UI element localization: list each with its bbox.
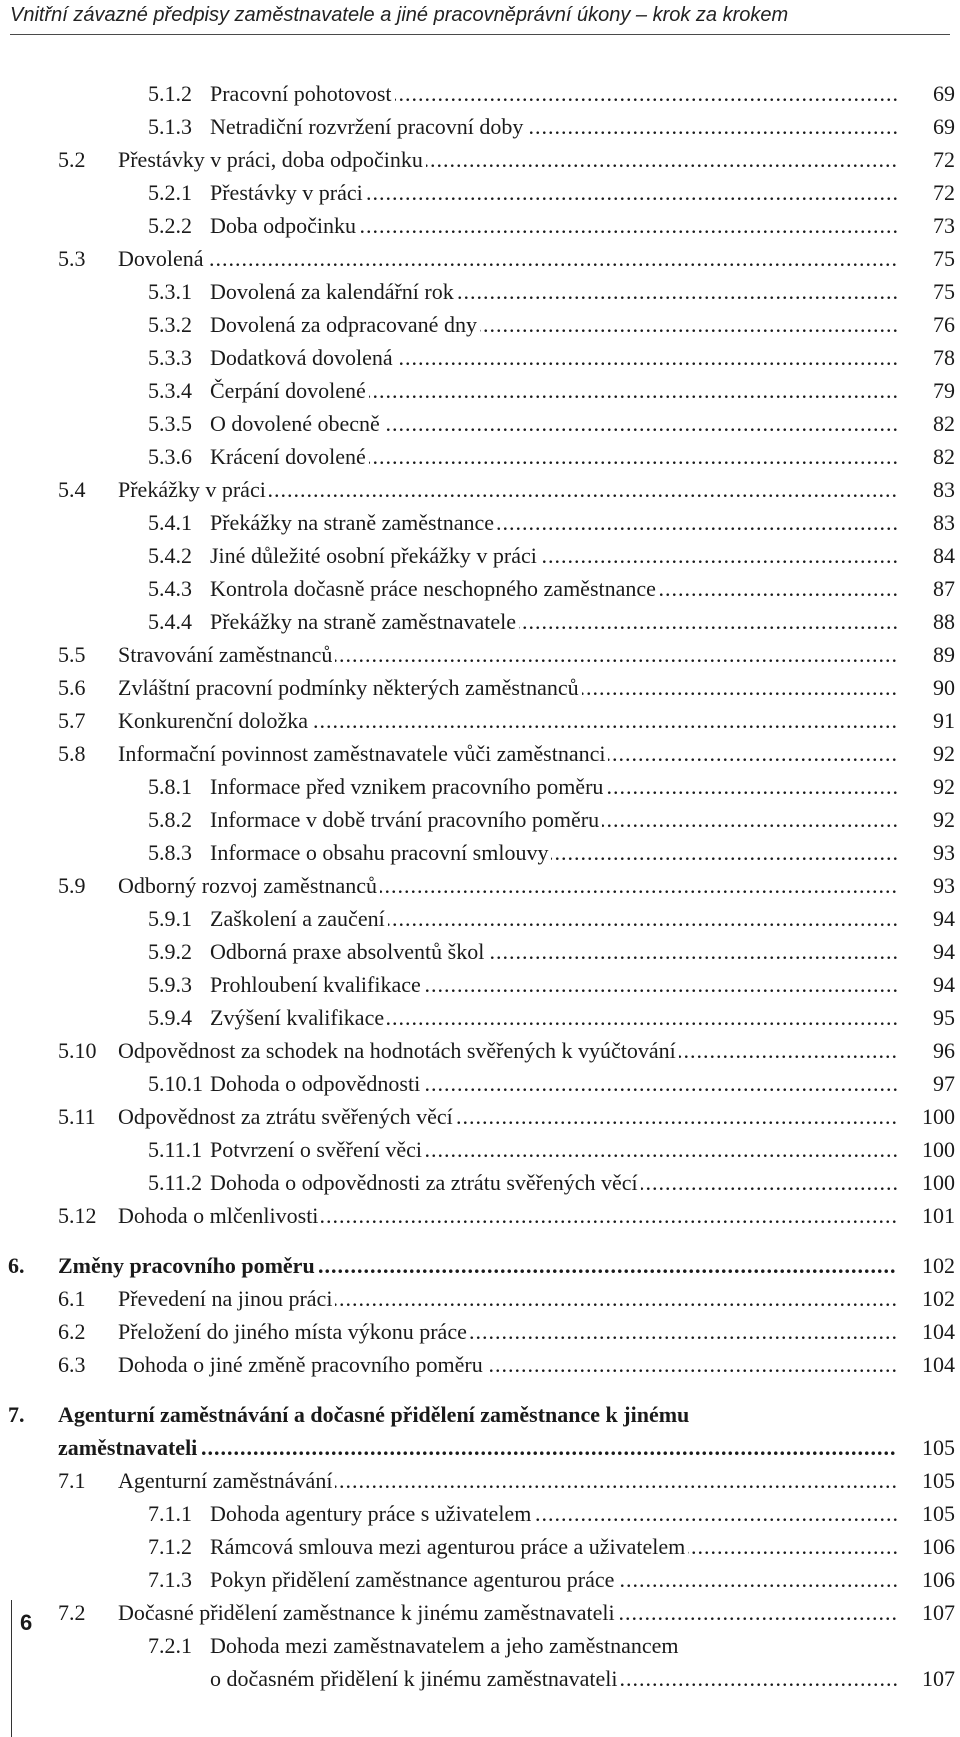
toc-entry-title	[210, 278, 897, 306]
toc-entry-number: 7.1	[58, 1468, 86, 1493]
toc-entry[interactable]	[0, 1169, 960, 1197]
toc-entry[interactable]	[0, 1136, 960, 1164]
toc-entry-page: 104	[922, 1319, 955, 1344]
toc-entry-number: 5.3.5	[148, 411, 192, 436]
toc-entry-title-text: Dohoda o jiné změně pracovního poměru	[118, 1352, 486, 1377]
toc-entry-title-text: Informační povinnost zaměstnavatele vůči zaměstnanci	[118, 741, 608, 766]
toc-entry[interactable]	[0, 905, 960, 933]
toc-entry-title-text: Dočasné přidělení zaměstnance k jinému zaměstnavateli	[118, 1600, 618, 1625]
toc-entry-page: 75	[933, 246, 955, 271]
toc-entry-number: 5.4.1	[148, 510, 192, 535]
toc-entry-number: 5.4.3	[148, 576, 192, 601]
toc-entry-title	[210, 608, 897, 636]
toc-entry-title	[118, 1103, 897, 1131]
toc-entry-title-text: Dohoda o odpovědnosti	[210, 1071, 423, 1096]
toc-entry-page: 105	[922, 1435, 955, 1460]
toc-entry-number: 7.1.3	[148, 1567, 192, 1592]
toc-entry-title-text: Dodatková dovolená	[210, 345, 396, 370]
toc-entry-number: 5.3	[58, 246, 86, 271]
toc-entry[interactable]	[0, 1533, 960, 1561]
toc-entry-page: 100	[922, 1170, 955, 1195]
toc-entry-page: 76	[933, 312, 955, 337]
toc-entry[interactable]	[0, 113, 960, 141]
toc-entry-title	[118, 245, 897, 273]
toc-entry-page: 102	[922, 1286, 955, 1311]
toc-entry-title-text: Informace před vznikem pracovního poměru	[210, 774, 606, 799]
toc-entry-title	[118, 641, 897, 669]
toc-entry-title	[118, 740, 897, 768]
toc-entry[interactable]	[0, 740, 960, 768]
toc-entry-number: 6.1	[58, 1286, 86, 1311]
toc-entry[interactable]	[0, 1285, 960, 1313]
toc-entry-title	[118, 1318, 897, 1346]
toc-entry-title-text: Odpovědnost za schodek na hodnotách svěřených k vyúčtování	[118, 1038, 679, 1063]
toc-entry-title	[118, 674, 897, 702]
toc-entry-number: 5.9.1	[148, 906, 192, 931]
toc-entry-number: 7.1.1	[148, 1501, 192, 1526]
toc-entry-title	[118, 1285, 897, 1313]
toc-entry-number: 5.2	[58, 147, 86, 172]
toc-entry-title-text: Informace v době trvání pracovního poměru	[210, 807, 602, 832]
toc-entry-page: 87	[933, 576, 955, 601]
toc-entry-title	[210, 971, 897, 999]
toc-entry-number: 5.9.4	[148, 1005, 192, 1030]
toc-entry-title	[210, 113, 897, 141]
toc-entry-page: 88	[933, 609, 955, 634]
toc-entry-number: 5.4.2	[148, 543, 192, 568]
toc-entry-number: 6.2	[58, 1319, 86, 1344]
toc-entry-title-text: Prohloubení kvalifikace	[210, 972, 424, 997]
toc-entry-title	[210, 905, 897, 933]
toc-entry[interactable]	[0, 1351, 960, 1379]
toc-entry-title-text: Kontrola dočasně práce neschopného zaměstnance	[210, 576, 659, 601]
toc-entry-number: 5.8.1	[148, 774, 192, 799]
toc-entry-number: 5.2.1	[148, 180, 192, 205]
toc-entry-title-text: Přestávky v práci	[210, 180, 366, 205]
toc-entry[interactable]	[0, 377, 960, 405]
toc-entry-title-text: Překážky na straně zaměstnance	[210, 510, 497, 535]
toc-entry-title	[210, 377, 897, 405]
toc-entry-page: 90	[933, 675, 955, 700]
toc-entry-title-text: o dočasném přidělení k jinému zaměstnavateli	[210, 1666, 620, 1691]
toc-entry-title-text: Dovolená	[118, 246, 207, 271]
toc-entry[interactable]	[0, 542, 960, 570]
toc-entry[interactable]	[0, 146, 960, 174]
toc-entry[interactable]	[0, 410, 960, 438]
toc-entry-number: 5.3.4	[148, 378, 192, 403]
toc-entry-title	[210, 443, 897, 471]
toc-entry[interactable]	[0, 938, 960, 966]
toc-entry-page: 79	[933, 378, 955, 403]
toc-entry-title	[210, 1004, 897, 1032]
toc-entry-page: 82	[933, 444, 955, 469]
toc-entry[interactable]	[0, 1037, 960, 1065]
toc-entry[interactable]	[0, 476, 960, 504]
toc-entry-title-text: Informace o obsahu pracovní smlouvy	[210, 840, 551, 865]
toc-entry-page: 69	[933, 81, 955, 106]
toc-entry-number: 5.4.4	[148, 609, 192, 634]
toc-entry-page: 101	[922, 1203, 955, 1228]
toc-entry-page: 69	[933, 114, 955, 139]
toc-entry-number: 5.11.1	[148, 1137, 203, 1162]
toc-entry-title-text: Překážky na straně zaměstnavatele	[210, 609, 519, 634]
toc-entry-title	[210, 773, 897, 801]
toc-entry-page: 82	[933, 411, 955, 436]
page-number: 6	[20, 1610, 33, 1635]
toc-entry-title-text: Jiné důležité osobní překážky v práci	[210, 543, 540, 568]
toc-entry-title-text: Rámcová smlouva mezi agenturou práce a uživatelem	[210, 1534, 688, 1559]
toc-entry-title	[210, 1533, 897, 1561]
toc-entry-page: 96	[933, 1038, 955, 1063]
toc-entry-title-text: Přeložení do jiného místa výkonu práce	[118, 1319, 470, 1344]
toc-entry-title	[118, 1351, 897, 1379]
toc-entry-title-text: Změny pracovního poměru	[58, 1253, 318, 1278]
toc-entry-title-text: Potvrzení o svěření věci	[210, 1137, 425, 1162]
toc-entry[interactable]	[0, 179, 960, 207]
toc-entry-title	[210, 1632, 897, 1660]
toc-entry-title-text: Konkurenční doložka	[118, 708, 311, 733]
toc-entry-number: 7.1.2	[148, 1534, 192, 1559]
toc-entry-title-text: Dohoda o odpovědnosti za ztrátu svěřených věcí	[210, 1170, 641, 1195]
toc-entry[interactable]	[0, 707, 960, 735]
toc-entry-title-text: Zvláštní pracovní podmínky některých zaměstnanců	[118, 675, 582, 700]
toc-entry-number: 5.7	[58, 708, 86, 733]
toc-entry-page: 102	[922, 1253, 955, 1278]
toc-entry[interactable]	[0, 1665, 960, 1693]
toc-entry[interactable]	[0, 641, 960, 669]
toc-entry-number: 5.8.3	[148, 840, 192, 865]
toc-entry[interactable]	[0, 1070, 960, 1098]
toc-entry-number: 5.8	[58, 741, 86, 766]
toc-entry-number: 5.3.3	[148, 345, 192, 370]
toc-entry-page: 97	[933, 1071, 955, 1096]
toc-entry-title	[118, 1599, 897, 1627]
toc-entry-number: 5.4	[58, 477, 86, 502]
toc-entry-page: 89	[933, 642, 955, 667]
toc-entry-title	[58, 1434, 897, 1462]
toc-entry-title-text: Dovolená za odpracované dny	[210, 312, 480, 337]
toc-entry-title	[210, 344, 897, 372]
toc-entry[interactable]	[0, 1566, 960, 1594]
toc-entry-title-text: Agenturní zaměstnávání	[118, 1468, 335, 1493]
toc-entry-title	[210, 1500, 897, 1528]
toc-entry-title-text: Zvýšení kvalifikace	[210, 1005, 387, 1030]
toc-entry-number: 5.10.1	[148, 1071, 203, 1096]
toc-entry[interactable]	[0, 1318, 960, 1346]
toc-entry-page: 107	[922, 1666, 955, 1691]
toc-entry-number: 5.11	[58, 1104, 96, 1129]
toc-entry-title	[210, 839, 897, 867]
toc-entry-page: 93	[933, 840, 955, 865]
toc-entry[interactable]	[0, 80, 960, 108]
toc-entry-number: 7.	[8, 1402, 25, 1427]
toc-entry-title-text: Dohoda mezi zaměstnavatelem a jeho zaměstnancem	[210, 1633, 682, 1658]
toc-entry-title-text: Odborný rozvoj zaměstnanců	[118, 873, 380, 898]
toc-entry-title	[210, 1566, 897, 1594]
toc-entry-page: 94	[933, 939, 955, 964]
toc-entry-number: 5.5	[58, 642, 86, 667]
toc-entry-title	[118, 1202, 897, 1230]
toc-entry-number: 5.12	[58, 1203, 97, 1228]
toc-entry-title-text: Krácení dovolené	[210, 444, 369, 469]
toc-entry-page: 92	[933, 807, 955, 832]
toc-entry-page: 94	[933, 906, 955, 931]
toc-entry-page: 75	[933, 279, 955, 304]
toc-entry[interactable]	[0, 806, 960, 834]
toc-entry-page: 78	[933, 345, 955, 370]
toc-entry-number: 7.2	[58, 1600, 86, 1625]
toc-entry-title	[58, 1252, 897, 1280]
toc-entry-title-text: Pracovní pohotovost	[210, 81, 395, 106]
toc-entry[interactable]	[0, 509, 960, 537]
toc-entry[interactable]	[0, 1500, 960, 1528]
toc-entry[interactable]	[0, 311, 960, 339]
toc-entry[interactable]	[0, 278, 960, 306]
toc-entry-number: 5.6	[58, 675, 86, 700]
toc-entry-page: 83	[933, 510, 955, 535]
toc-entry-number: 5.2.2	[148, 213, 192, 238]
toc-entry-title	[210, 1169, 897, 1197]
toc-entry-title-text: Překážky v práci	[118, 477, 269, 502]
toc-entry-title-text: Stravování zaměstnanců	[118, 642, 335, 667]
toc-entry[interactable]	[0, 1401, 960, 1429]
toc-entry-title	[210, 179, 897, 207]
toc-entry[interactable]	[0, 1004, 960, 1032]
toc-entry-title	[210, 410, 897, 438]
toc-entry-title	[210, 1136, 897, 1164]
toc-entry[interactable]	[0, 773, 960, 801]
page-number-rule	[11, 1600, 12, 1737]
toc-entry-page: 91	[933, 708, 955, 733]
toc-entry-title-text: Doba odpočinku	[210, 213, 359, 238]
toc-entry[interactable]	[0, 1103, 960, 1131]
toc-entry[interactable]	[0, 1632, 960, 1660]
toc-entry[interactable]	[0, 608, 960, 636]
toc-entry[interactable]	[0, 1599, 960, 1627]
toc-entry[interactable]	[0, 1467, 960, 1495]
toc-entry[interactable]	[0, 1252, 960, 1280]
toc-entry-title	[118, 872, 897, 900]
toc-entry-number: 5.1.2	[148, 81, 192, 106]
toc-entry[interactable]	[0, 575, 960, 603]
toc-entry-title	[210, 311, 897, 339]
toc-entry-title-text: O dovolené obecně	[210, 411, 383, 436]
toc-entry-page: 104	[922, 1352, 955, 1377]
toc-entry-page: 95	[933, 1005, 955, 1030]
toc-entry-page: 93	[933, 873, 955, 898]
toc-entry-title-text: Odborná praxe absolventů škol	[210, 939, 487, 964]
toc-entry-title	[210, 806, 897, 834]
toc-entry-number: 5.3.6	[148, 444, 192, 469]
toc-entry[interactable]	[0, 443, 960, 471]
toc-entry-number: 6.3	[58, 1352, 86, 1377]
toc-entry-page: 72	[933, 180, 955, 205]
toc-entry-title-text: Agenturní zaměstnávání a dočasné přidělení zaměstnance k jinému	[58, 1402, 692, 1427]
toc-entry[interactable]	[0, 674, 960, 702]
toc-entry-title-text: Netradiční rozvržení pracovní doby	[210, 114, 526, 139]
toc-entry-number: 5.9.2	[148, 939, 192, 964]
toc-entry-title-text: Dohoda agentury práce s uživatelem	[210, 1501, 534, 1526]
toc-entry-title	[118, 146, 897, 174]
toc-entry-page: 105	[922, 1501, 955, 1526]
running-header: Vnitřní závazné předpisy zaměstnavatele a jiné pracovněprávní úkony – krok za krokem	[10, 0, 950, 35]
toc-entry-title-text: Odpovědnost za ztrátu svěřených věcí	[118, 1104, 456, 1129]
toc-entry-title	[210, 80, 897, 108]
toc-entry-page: 100	[922, 1137, 955, 1162]
toc-entry-title	[210, 1665, 897, 1693]
toc-entry-title	[118, 1467, 897, 1495]
toc-entry-title	[210, 212, 897, 240]
toc-entry-page: 100	[922, 1104, 955, 1129]
toc-entry-title-text: Převedení na jinou práci	[118, 1286, 335, 1311]
toc-entry[interactable]	[0, 1434, 960, 1462]
toc-entry-page: 106	[922, 1567, 955, 1592]
toc-entry-number: 5.8.2	[148, 807, 192, 832]
toc-entry-number: 5.10	[58, 1038, 97, 1063]
toc-entry-title-text: Pokyn přidělení zaměstnance agenturou práce	[210, 1567, 617, 1592]
toc-entry-title	[118, 476, 897, 504]
toc-entry-number: 6.	[8, 1253, 25, 1278]
toc-entry-title	[118, 1037, 897, 1065]
toc-entry-page: 94	[933, 972, 955, 997]
toc-entry-page: 84	[933, 543, 955, 568]
toc-entry-title	[210, 542, 897, 570]
toc-entry[interactable]	[0, 212, 960, 240]
toc-entry-number: 5.1.3	[148, 114, 192, 139]
toc-entry[interactable]	[0, 245, 960, 273]
toc-entry[interactable]	[0, 839, 960, 867]
toc-entry-title-text: Zaškolení a zaučení	[210, 906, 388, 931]
toc-entry-number: 5.11.2	[148, 1170, 203, 1195]
toc-entry-title-text: Přestávky v práci, doba odpočinku	[118, 147, 426, 172]
toc-entry-page: 106	[922, 1534, 955, 1559]
toc-entry-title	[58, 1401, 897, 1429]
toc-entry[interactable]	[0, 872, 960, 900]
toc-entry-page: 92	[933, 774, 955, 799]
toc-entry-number: 5.9.3	[148, 972, 192, 997]
toc-entry-page: 83	[933, 477, 955, 502]
toc-entry-page: 107	[922, 1600, 955, 1625]
toc-entry-title	[210, 1070, 897, 1098]
toc-entry-title	[210, 938, 897, 966]
toc-entry-number: 5.3.1	[148, 279, 192, 304]
toc-entry-title-text: zaměstnavateli	[58, 1435, 200, 1460]
toc-entry-title	[210, 509, 897, 537]
toc-entry-page: 92	[933, 741, 955, 766]
toc-entry-title-text: Dohoda o mlčenlivosti	[118, 1203, 321, 1228]
toc-entry-title	[210, 575, 897, 603]
toc-entry-page: 105	[922, 1468, 955, 1493]
toc-entry-number: 5.9	[58, 873, 86, 898]
toc-entry-page: 72	[933, 147, 955, 172]
toc-entry[interactable]	[0, 344, 960, 372]
toc-entry-title	[118, 707, 897, 735]
toc-entry-title-text: Čerpání dovolené	[210, 378, 369, 403]
toc-entry-title-text: Dovolená za kalendářní rok	[210, 279, 457, 304]
toc-entry[interactable]	[0, 971, 960, 999]
toc-entry[interactable]	[0, 1202, 960, 1230]
toc-entry-number: 7.2.1	[148, 1633, 192, 1658]
toc-entry-page: 73	[933, 213, 955, 238]
toc-entry-number: 5.3.2	[148, 312, 192, 337]
